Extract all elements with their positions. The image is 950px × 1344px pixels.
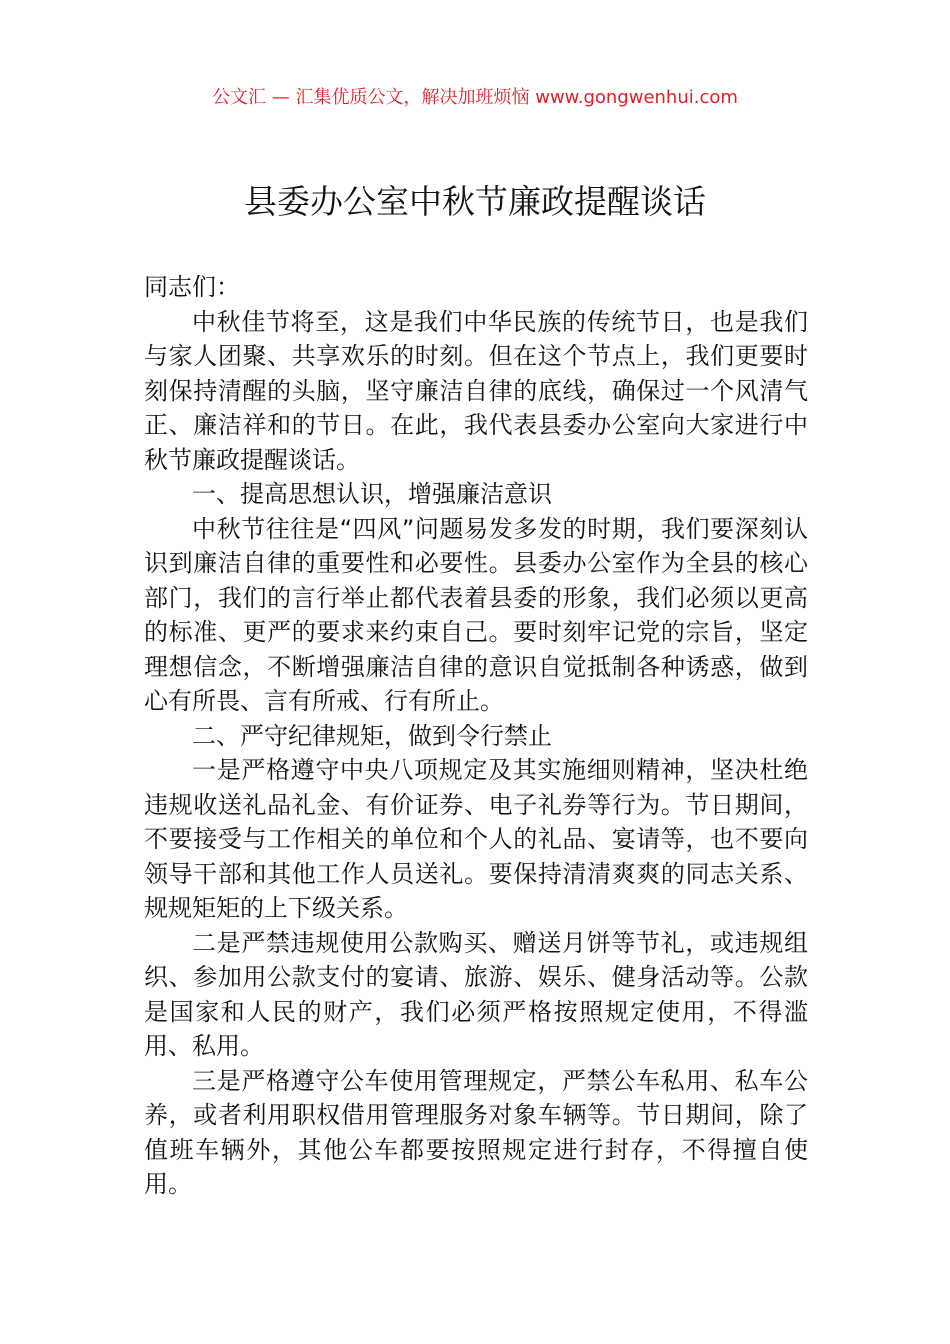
salutation: 同志们： <box>144 273 240 301</box>
section-heading-2: 二、严守纪律规矩，做到令行禁止 <box>192 721 552 750</box>
paragraph-item-2: 二是严禁违规使用公款购买、赠送月饼等节礼，或违规组织、参加用公款支付的宴请、旅游、娱乐、健身活动等。公款是国家和人民的财产，我们必须严格按照规定使用，不得滥用、私用。 <box>144 928 808 1060</box>
paragraph-item-1: 一是严格遵守中央八项规定及其实施细则精神，坚决杜绝违规收送礼品礼金、有价证券、电子礼券等行为。节日期间，不要接受与工作相关的单位和个人的礼品、宴请等，也不要向领导干部和其他工作人员送礼。要保持清清爽爽的同志关系、规规矩矩的上下级关系。 <box>144 756 808 922</box>
paragraph-section-1: 中秋节往往是“四风”问题易发多发的时期，我们要深刻认识到廉洁自律的重要性和必要性。县委办公室作为全县的核心部门，我们的言行举止都代表着县委的形象，我们必须以更高的标准、更严的要求来约束自己。要时刻牢记党的宗旨，坚定理想信念，不断增强廉洁自律的意识自觉抵制各种诱惑，做到心有所畏、言有所戒、行有所止。 <box>144 514 808 715</box>
document-body <box>144 270 808 1202</box>
document-title: 县委办公室中秋节廉政提醒谈话 <box>244 182 706 221</box>
site-banner: 公文汇 — 汇集优质公文，解决加班烦恼 www.gongwenhui.com <box>212 87 738 108</box>
paragraph-intro: 中秋佳节将至，这是我们中华民族的传统节日，也是我们与家人团聚、共享欢乐的时刻。但在这个节点上，我们更要时刻保持清醒的头脑，坚守廉洁自律的底线，确保过一个风清气正、廉洁祥和的节日。在此，我代表县委办公室向大家进行中秋节廉政提醒谈话。 <box>144 307 808 474</box>
paragraph-item-3: 三是严格遵守公车使用管理规定，严禁公车私用、私车公养，或者利用职权借用管理服务对象车辆等。节日期间，除了值班车辆外，其他公车都要按照规定进行封存，不得擅自使用。 <box>144 1066 808 1198</box>
section-heading-1: 一、提高思想认识，增强廉洁意识 <box>192 480 552 508</box>
